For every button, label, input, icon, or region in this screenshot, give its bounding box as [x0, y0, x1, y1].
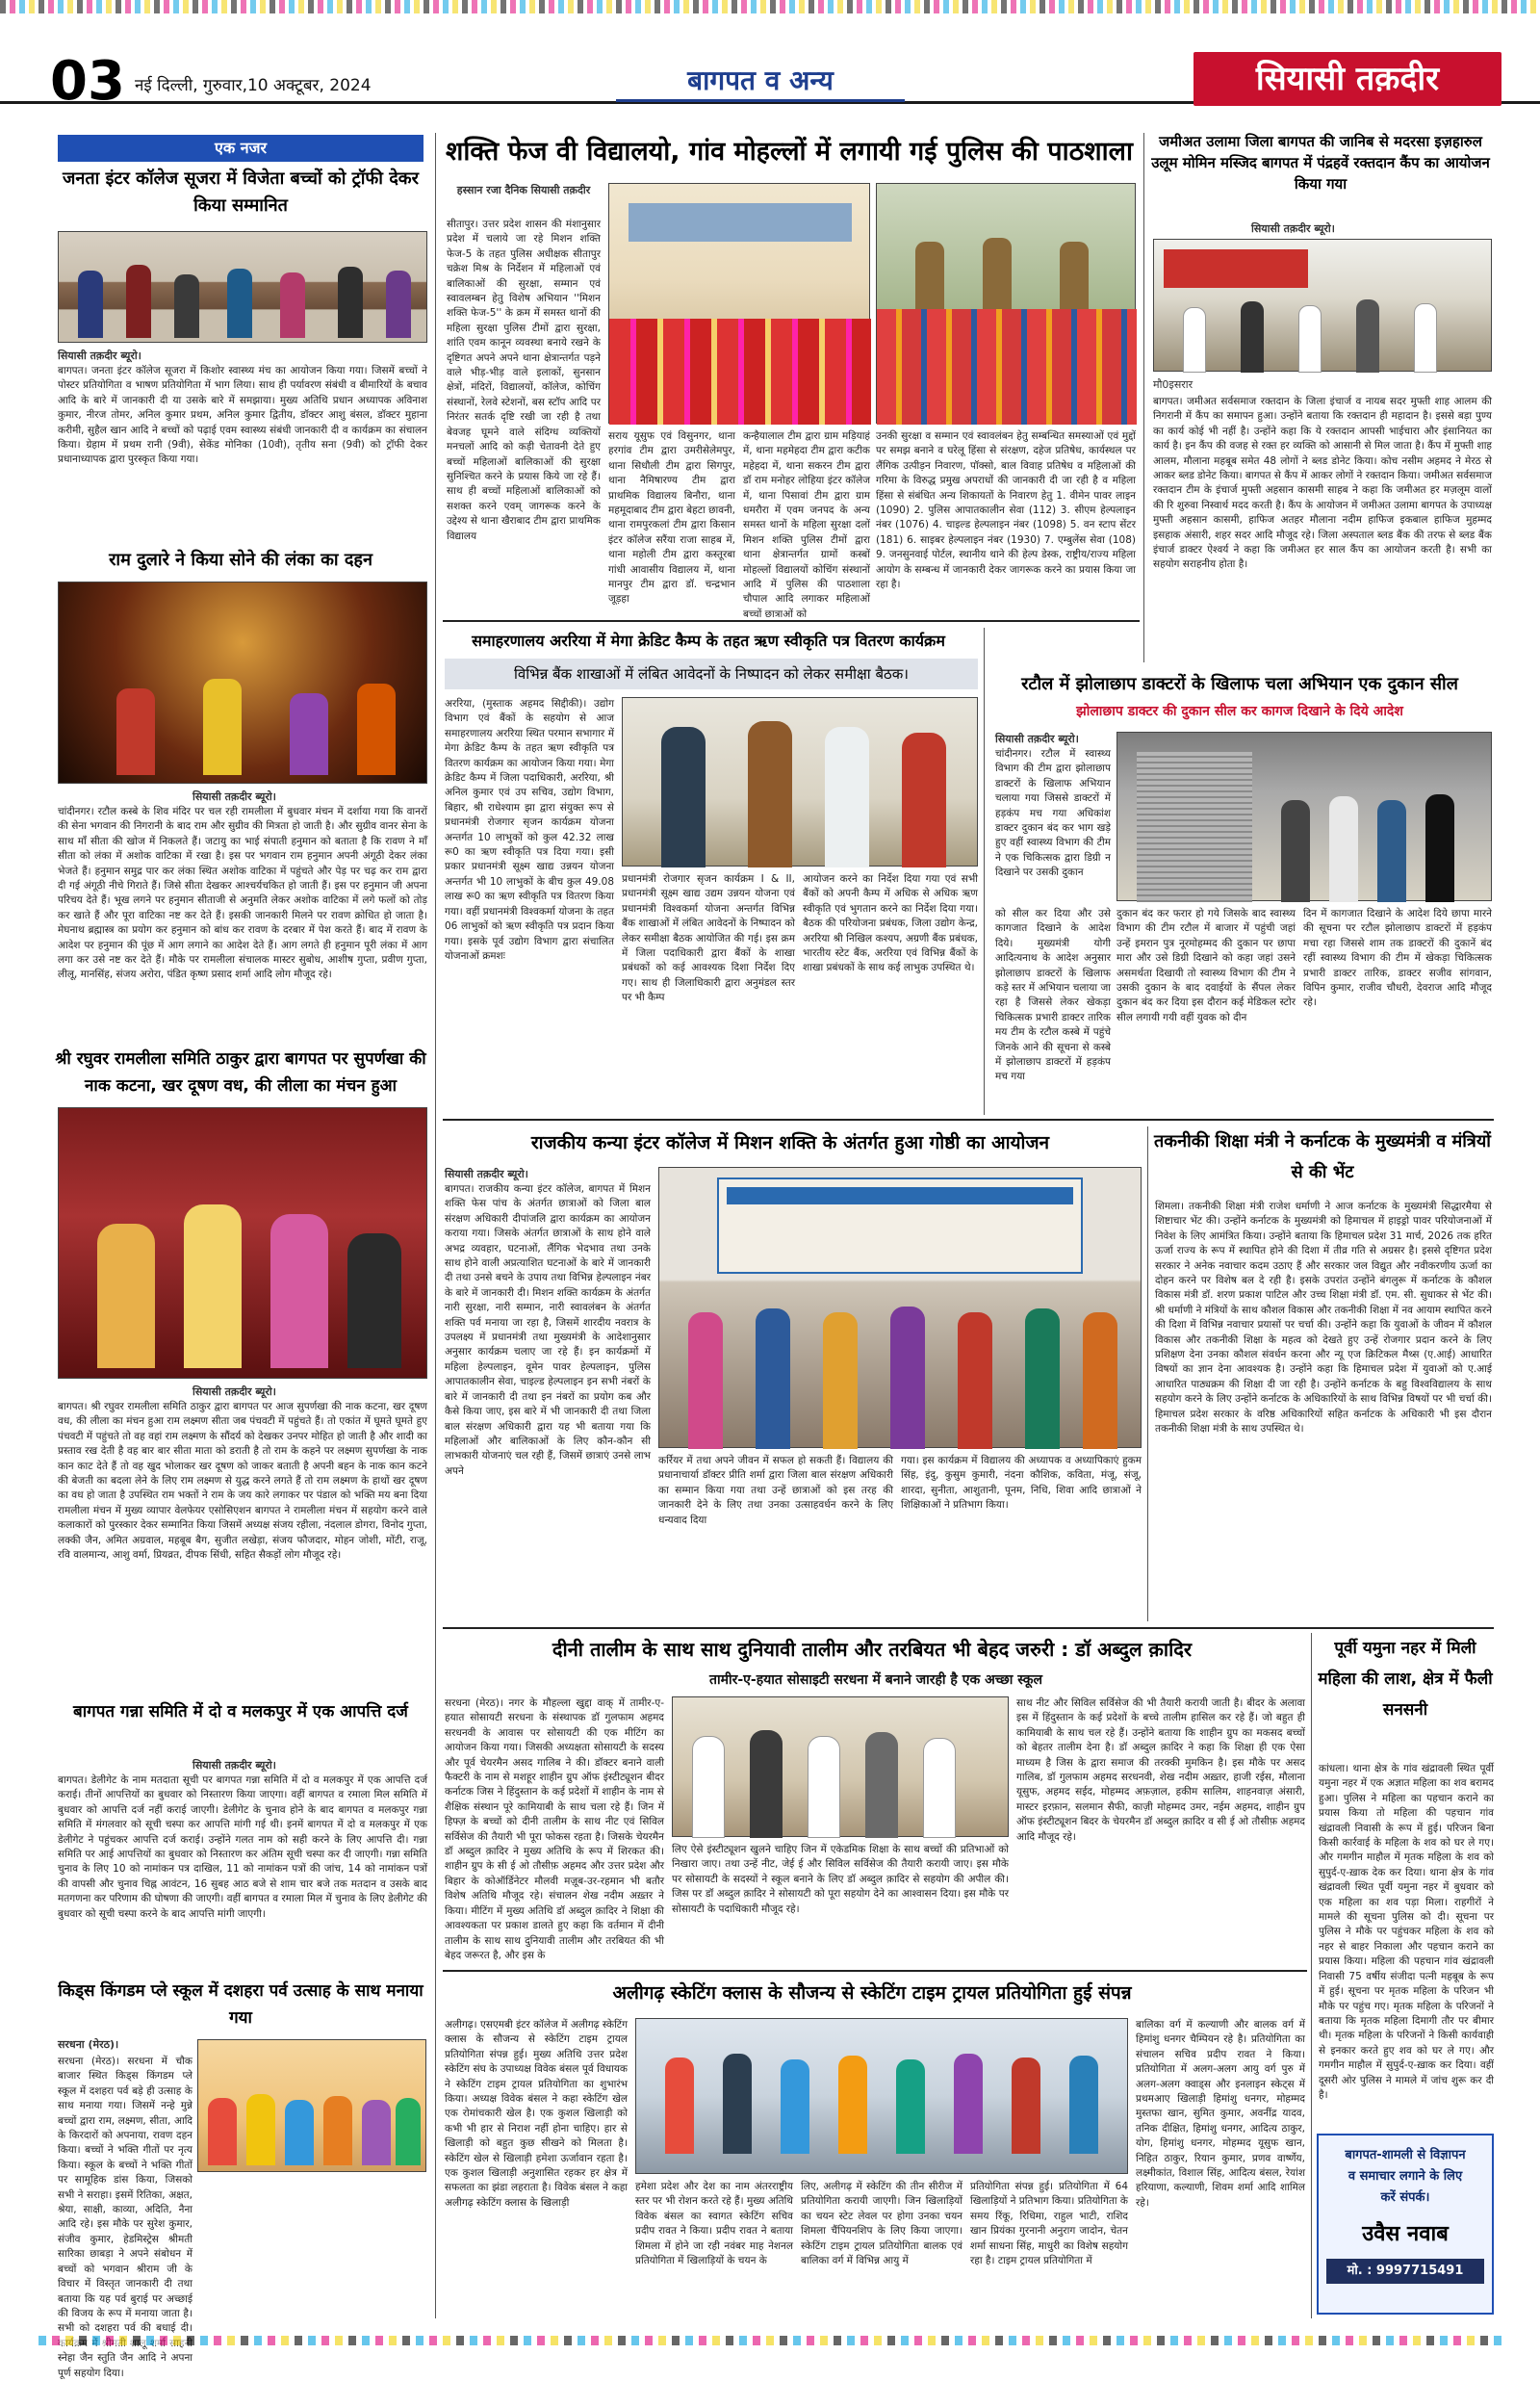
photo-deeni-meeting [672, 1696, 1009, 1837]
photo-credit-camp [622, 697, 978, 867]
ad-name: उवैस नवाब [1362, 2222, 1449, 2246]
deeni-subhead: तामीर-ए-हयात सोसाइटी सरधना में बनाने जारही है एक अच्छा स्कूल [709, 1672, 1042, 1688]
rajkiya-headline: राजकीय कन्या इंटर कॉलेज में मिशन शक्ति के अंतर्गत हुआ गोष्ठी का आयोजन [530, 1132, 1050, 1153]
ratoul-body-4: दिन में कागजात दिखाने के आदेश दिये छापा मारने की सूचना पर रटौल झोलाछाप डाक्टरों में हड़कंप मचा रहा जिससे शाम तक डाक्टरों की दुकानें बंद रहीं स्वास्थ्य विभाग की टीम में खेकड़ा चिकित्सक प्रभारी डाक्टर तारिक, डाक्टर सजीव सांगवान, विपिन कुमार, राजीव चौधरी, देवराज आदि मौजूद रहे। [1303, 908, 1492, 1009]
headline-ganna-samiti: बागपत गन्ना समिति में दो व मलकपुर में एक आपत्ति दर्ज [73, 1702, 408, 1721]
photo-kids-dussehra [197, 2039, 426, 2172]
column-rule-purvi [1311, 1633, 1312, 2318]
body-kids-kingdom: सरधना (मेरठ)। सरधना में चौक बाजार स्थित किड्स किंगडम प्ले स्कूल में दशहरा पर्व बड़े ही उत्साह के साथ मनाया गया। जिसमें नन्हे मुन्ने बच्चों द्वारा राम, लक्ष्मण, सीता, आदि के किरदारों को अपनाया, रावण दहन किया। बच्चों ने भक्ति गीतों पर नृत्य किया। स्कूल के बच्चों ने भक्ति गीतों पर सामूहिक डांस किया, जिसको सभी ने सराहा। इसमें रितिका, अक्षत, श्रेया, साक्षी, काव्या, अदिति, नैना आदि रहे। इस मौके पर सुरेश कुमार, संजीव कुमार, हेडमिस्ट्रेस श्रीमती सारिका छाबड़ा ने अपने संबोधन में बच्चों को भगवान श्रीराम जी के विचार में विस्तृत जानकारी दी तथा बताया कि यह पर्व बुराई पर अच्छाई की विजय के रूप में मनाया जाता है। सभी को दशहरा पर्व की बधाई दी। स्नेहा जैन स्तुति जैन आदि ने अपना पूर्ण सहयोग दिया। [58, 2056, 192, 2379]
photo-surpanakha [58, 1107, 427, 1379]
credit-body-2: प्रधानमंत्री रोजगार सृजन कार्यक्रम I & II, प्रधानमंत्री सूक्ष्म खाद्य उद्यम उन्नयन योजना एवं प्रधानमंत्री विश्वकर्मा योजना अन्तर्गत विभिन्न बैंक शाखाओं में लंबित आवेदनों के निष्पादन को लेकर समीक्षा बैठक आयोजित की गई। इस क्रम में जिला पदाधिकारी द्वारा बैंकों के शाखा प्रबंधकों को कई आवश्यक दिशा निर्देश दिए गए। साथ ही जिलाधिकारी द्वारा अनुमंडल स्तर पर भी कैम्प [622, 873, 795, 1004]
byline-ram-dulare: सियासी तक़दीर ब्यूरो। [192, 790, 276, 803]
lead-headline: शक्ति फेज वी विद्यालयो, गांव मोहल्लों में लगायी गई पुलिस की पाठशाला [446, 137, 1133, 167]
ratoul-byline: सियासी तक़दीर ब्यूरो। [995, 733, 1079, 745]
aligarh-body-1: अलीगढ़। एसएमबी इंटर कॉलेज में अलीगढ़ स्केटिंग क्लास के सौजन्य से स्केटिंग टाइम ट्रायल प्रतियोगिता संपन्न हुई। मुख्य अतिथि उत्तर प्रदेश स्केटिंग संघ के उपाध्यक्ष विवेक बंसल पूर्व विधायक ने स्केटिंग टाइम ट्रायल प्रतियोगिता का शुभारंभ किया। अध्यक्ष विवेक बंसल ने कहा स्केटिंग खेल एक रोमांचकारी खेल है। एक कुशल खिलाड़ी को कभी भी हार से निराश नहीं होना चाहिए। हार से खिलाड़ी को बहुत कुछ सीखने को मिलता है। स्केटिंग खेल से खिलाड़ी हमेशा ऊर्जावान रहता है। एक कुशल खिलाड़ी अनुशासित रहकर हर क्षेत्र में सफलता का झंडा लहराता है। विवेक बंसल ने कहा अलीगढ़ स्केटिंग क्लास के खिलाड़ी [445, 2019, 628, 2209]
lead-body-4: उनकी सुरक्षा व सम्मान एवं स्वावलंबन हेतु सम्बन्धित समस्याओं एवं मुद्दों पर समझ बनाने व घरेलू हिंसा से संरक्षण, दहेज प्रतिषेध, कार्यस्थल पर लैंगिक उत्पीड़न निवारण, पॉक्सो, बाल विवाह प्रतिषेध व महिलाओं की गरिमा के विरुद्ध प्रमुख अपराधों की जानकारी दी जा रही है व महिला हिंसा से संबंधित अन्य शिकायतों के निवारण हेतु 1. वीमेन पावर लाइन (1090) 2. पुलिस आपातकालीन सेवा (112) 3. सीएम हेल्पलाइन नंबर (1076) 4. चाइल्ड हेल्पलाइन नंबर (1098) 5. वन स्टाप सेंटर (181) 6. साइबर हेल्पलाइन नंबर (1930) 7. एम्बुलेंस सेवा (108) 9. जनसुनवाई पोर्टल, स्थानीय थाने की हेल्प डेस्क, राष्ट्रीय/राज्य महिला आयोग के सम्बन्ध में जानकारी देकर जागरूक करने का प्रयास किया जा रहा है। [876, 430, 1136, 591]
credit-headline: समाहरणालय अररिया में मेगा क्रेडिट कैम्प के तहत ऋण स्वीकृति पत्र वितरण कार्यक्रम [472, 632, 945, 650]
lead-byline: हस्सान रजा दैनिक सियासी तक़दीर [456, 184, 591, 196]
photo-police-pathshala-2 [876, 183, 1136, 424]
brand-logo: सियासी तक़दीर [1194, 52, 1502, 106]
section-title: बागपत व अन्य [616, 62, 905, 102]
ratoul-headline: रटौल में झोलाछाप डाक्टरों के खिलाफ चला अभियान एक दुकान सील [1021, 674, 1458, 694]
aligarh-body-4: प्रतियोगिता संपन्न हुई। प्रतियोगिता में 64 खिलाड़ियों ने प्रतिभाग किया। प्रतियोगिता के समय रिंकू, रिधिमा, राहुल भाटी, राशिद खान प्रियंका गुरनानी अनुराग जादोन, चेतन शर्मा साधना सिंह, माधुरी का विशेष सहयोग रहा है। टाइम ट्रायल प्रतियोगिता में [970, 2181, 1128, 2267]
column-rule-left [435, 133, 436, 2318]
purvi-body: कांधला। थाना क्षेत्र के गांव खंद्रावली स्थित पूर्वी यमुना नहर में एक अज्ञात महिला का शव बरामद हुआ। पुलिस ने महिला का पहचान कराने का प्रयास किया तो महिला की पहचान गांव खंद्रावली निवासी के रूप में हुई। परिजन बिना किसी कार्रवाई के महिला के शव को घर ले गए। और गमगीन माहौल में मृतक महिला के शव को सुपुर्द-ए-ख़ाक देक कर दिया। थाना क्षेत्र के गांव खंद्रावली स्थित पूर्वी यमुना नहर में बुधवार को एक महिला का शव पड़ा मिला। राहगीरों ने मामले की सूचना पुलिस को दी। सूचना पर पुलिस ने मौके पर पहुंचकर महिला के शव को नहर से बाहर निकाला और पहचान कराने का प्रयास किया। महिला की पहचान गांव खंद्रावली निवासी 75 वर्षीय संजीदा पत्नी महबूब के रूप में हुई। सूचना पर मृतक महिला के परिजन भी मौके पर पहुंच गए। मृतक महिला के परिजनों ने बताया कि मृतक महिला दिमागी तौर पर बीमार थी। मृतक महिला के परिजनों ने किसी कार्यवाही से इनकार करते हुए शव को घर ले गए। और गमगीन माहौल में सुपुर्द-ए-ख़ाक कर दिया। वहीं दूसरी ओर पुलिस ने मामले में जांच शुरू कर दी है। [1319, 1763, 1494, 2101]
body-janta: बागपत। जनता इंटर कॉलेज सूजरा में किशोर स्वास्थ्य मंच का आयोजन किया गया। जिसमें बच्चों ने पोस्टर प्रतियोगिता व भाषण प्रतियोगिता में भाग लिया। साथ ही पर्यावरण संबंधी व बीमारियों के बचाव आदि के बारे में जानकारी दी या उसके बारे में समझाया। मुख्य अतिथि प्रधान अध्यापक अविनाश कुमार, नीरज तोमर, अनिल कुमार प्रथम, अनिल कुमार द्वितीय, डॉक्टर आशु बंसल, डॉक्टर मुहाना करीमी, सुहैल खान आदि ने बच्चों को पढ़ाई एवम स्वास्थ्य संबंधी जानकारी दी व कार्यक्रम का संचालन किया। ग्रेहाम में प्रथम रानी (9वी), सेकेंड मोनिका (10वी), तृतीय सना (9वी) को ट्रॉफी देकर प्रधानाध्यापक द्वारा पुरस्कृत किया गया। [58, 365, 427, 466]
rajkiya-body-2: कर्रियर में तथा अपने जीवन में सफल हो सकती हैं। विद्यालय की प्रधानाचार्या डॉक्टर प्रीति शर्मा द्वारा जिला बाल संरक्षण अधिकारी का सम्मान किया गया तथा उन्हें छात्राओं को इस तरह की जानकारी देने के लिए तथा उनका उत्साहवर्धन करने के लिए धन्यवाद दिया [658, 1455, 893, 1526]
jamiat-byline: सियासी तक़दीर ब्यूरो। [1251, 222, 1335, 235]
ad-line-1: बागपत-शामली से विज्ञापन [1345, 2148, 1466, 2162]
ad-line-2: व समाचार लगाने के लिए [1348, 2169, 1463, 2184]
jamiat-caption: मौ0इसरार [1153, 378, 1194, 391]
credit-body-3: आयोजन करने का निर्देश दिया गया एवं सभी बैंकों को अपनी कैम्प में अधिक से अधिक ऋण स्वीकृति एवं भुगतान करने का निर्देश दिया गया। बैठक की परियोजना प्रबंधक, जिला उद्योग केन्द्र, अररिया श्री निखिल कश्यप, अग्रणी बैंक प्रबंधक, भारतीय स्टेट बैंक, अररिया एवं विभिन्न बैंकों के शाखा प्रबंधकों के साथ कई लाभुक उपस्थित थे। [803, 873, 978, 974]
photo-trophy-ceremony [58, 231, 427, 343]
date-line: नई दिल्ली, गुरुवार,10 अक्टूबर, 2024 [135, 76, 372, 95]
deeni-body-3: साथ नीट और सिविल सर्विसेज की भी तैयारी करायी जाती है। बीदर के अलावा इस में हिंदुस्तान के कई प्रदेशों के बच्चे तालीम हासिल कर रहे हैं। जो बहुत ही कामियाबी के साथ चल रहे हैं। उन्होंने बताया कि शाहीन ग्रुप का मकसद बच्चों को बेहतर तालीम देना है। डॉ अब्दुल क़ादिर ने कहा कि शिक्षा ही एक ऐसा माध्यम है जिस के द्वारा समाज की तरक्की मुमकिन है। इस मौके पर असद गालिब, डॉ गुलफाम अहमद सरधनवी, शेख नदीम अख़्तर, हाजी रईस, मौलाना यूसुफ, अहमद सईद, मोहम्मद अफ़ज़ाल, हकीम सालिम, शाहनवाज़ अंसारी, मास्टर इरफ़ान, सलमान सैफी, काज़ी मोहम्मद उमर, नईम अहमद, शाहीन ग्रुप ऑफ इंस्टीट्यूशन बिदर के चेयरमैन डॉ अब्दुल क़ादिर व सी ई ओ तौसीफ़ अहमद आदि मौजूद रहे। [1016, 1697, 1305, 1843]
page-number: 03 [50, 50, 125, 113]
photo-lanka-dahan [58, 582, 427, 784]
aligarh-body-2: हमेशा प्रदेश और देश का नाम अंतरराष्ट्रीय स्तर पर भी रोशन करते रहे हैं। मुख्य अतिथि विवेक बंसल का स्वागत स्केटिंग सचिव प्रदीप रावत ने किया। प्रदीप रावत ने बताया शिमला में होने जा रही नवंबर माह नेशनल प्रतियोगिता में खिलाड़ियों के चयन के [635, 2181, 793, 2267]
ratoul-body-1: चांदीनगर। रटौल में स्वास्थ्य विभाग की टीम द्वारा झोलाछाप डाक्टरों के खिलाफ अभियान चलाया गया जिससे डाक्टरों में हड़कंप मच गया अधिकांश डाक्टर दुकान बंद कर भाग खड़े हुए वहीं स्वास्थ्य विभाग की टीम ने एक चिकित्सक द्वारा डिग्री न दिखाने पर उसकी दुकान [995, 748, 1111, 879]
masthead [0, 0, 1540, 113]
rajkiya-body-1: बागपत। राजकीय कन्या इंटर कॉलेज, बागपत में मिशन शक्ति फेस पांच के अंतर्गत छात्राओं को जिला बाल संरक्षण अधिकारी दीपांजलि द्वारा कार्यक्रम का आयोजन कराया गया। जिसके अंतर्गत छात्राओं के साथ होने वाले अभद्र व्यवहार, घटनाओं, लैंगिक भेदभाव तथा उनके साथ होने वाली अप्रत्याशित घटनाओं के बारे में जानकारी दी तथा उनसे बचने के उपाय तथा विभिन्न हेल्पलाइन नंबर के बारे में जानकारी दी। मिशन शक्ति कार्यक्रम के अंतर्गत नारी सुरक्षा, नारी सम्मान, नारी स्वावलंबन के अंतर्गत शक्ति पर्व मनाया जा रहा है, जिसमें शारदीय नवरात्र के उपलक्ष्य में प्रधानमंत्री तथा मुख्यमंत्री के आदेशानुसार अनुसार कार्यक्रम चलाए जा रहे हैं। इन कार्यक्रमों में महिला हेल्पलाइन, वूमेन पावर हेल्पलाइन, पुलिस आपातकालीन सेवा, चाइल्ड हेल्पलाइन इन सभी नंबरों के बारे में जानकारी दी तथा इन नंबरों का प्रयोग कब और कैसे किया जाए, इस बारे में भी जानकारी दी तथा जिला बाल संरक्षण अधिकारी द्वारा यह भी बताया गया कि महिलाओं और बालिकाओं के लिए कौन-कौन सी लाभकारी योजनाएं चल रही हैं, जिसमें छात्राएं उनसे लाभ अपने [445, 1183, 651, 1477]
photo-skating [635, 2018, 1128, 2174]
ad-line-3: करें संपर्क। [1380, 2190, 1430, 2205]
byline-raghuvar: सियासी तक़दीर ब्यूरो। [192, 1385, 276, 1398]
byline-kids-kingdom: सरधना (मेरठ)। [58, 2038, 119, 2051]
photo-blood-donation [1153, 239, 1492, 372]
credit-body-1: अररिया, (मुस्ताक अहमद सिद्दीकी)। उद्योग विभाग एवं बैंकों के सहयोग से आज समाहरणालय अररिया स्थित परमान सभागार में मेगा क्रेडिट कैम्प के तहत ऋण स्वीकृति पत्र वितरण कार्यक्रम का आयोजन किया गया। मेगा क्रेडिट कैम्प में जिला पदाधिकारी, अररिया, श्री अनिल कुमार एवं उप सचिव, उद्योग विभाग, बिहार, श्री राधेश्याम झा द्वारा संयुक्त रूप से प्रधानमंत्री रोजगार सृजन कार्यक्रम योजना अन्तर्गत 10 लाभुकों को कुल 42.32 लाख रू0 का ऋण स्वीकृति पत्र दिया गया। इसी प्रकार प्रधानमंत्री सूक्ष्म खाद्य उन्नयन योजना अन्तर्गत भी 10 लाभुकों के बीच कुल 49.08 लाख रू0 का ऋण स्वीकृति पत्र वितरण किया गया। वहीं प्रधानमंत्री विश्वकर्मा योजना के तहत 06 लाभुकों को ऋण स्वीकृति पत्र प्रदान किया गया। इसके पूर्व उद्योग विभाग द्वारा संचालित योजनाओं क्रमशः [445, 698, 614, 962]
deeni-body-1: सरधना (मेरठ)। नगर के मौहल्ला खुद्दा वाक् में तामीर-ए-हयात सोसायटी सरधना के संस्थापक डॉ गुलफाम अहमद सरधनवी के आवास पर सोसायटी की एक मीटिंग का आयोजन किया गया। जिसकी अध्यक्षता सोसायटी के सदस्य और पूर्व चेयरमैन असद गालिब ने की। डॉक्टर बनाने वाली फैक्टरी के नाम से मशहूर शाहीन ग्रुप ऑफ इंस्टीट्यूशन बीदर कर्नाटक जिस ने हिंदुस्तान के कई प्रदेशों में शाहीन के नाम से शैक्षिक संस्थान पूरे कामियाबी के साथ चला रहे हैं। जिन में हिफ्ज़ के बच्चों को दीनी तालीम के साथ नीट एवं सिविल सर्विसेज की तैयारी भी पूरा फोकस रहता है। जिसके चेयरमैन डॉ अब्दुल क़ादिर ने मुख्य अतिथि के रूप में शिरकत की। शाहीन ग्रुप के सी ई ओ तौसीफ़ अहमद और उत्तर प्रदेश और बिहार के कोऑर्डिनेटर मौलवी मज़ूब-उर-रहमान भी बतौर विशेष अतिथि मौजूद रहे। संचालन शेख नदीम अख़्तर ने किया। मीटिंग में मुख्य अतिथि डॉ अब्दुल क़ादिर ने शिक्षा की आवश्यकता पर प्रकाश डालते हुए कहा कि वर्तमान में दीनी तालीम के साथ साथ दुनियावी तालीम और तरबियत की भी बेहद जरूरत है, और इस के [445, 1697, 664, 1961]
photo-mission-shakti [658, 1167, 1142, 1448]
credit-subhead: विभिन्न बैंक शाखाओं में लंबित आवेदनों के निष्पादन को लेकर समीक्षा बैठक। [445, 659, 978, 689]
karnataka-body: शिमला। तकनीकी शिक्षा मंत्री राजेश धर्माणी ने आज कर्नाटक के मुख्यमंत्री सिद्धारमैया से शिष्टाचार भेंट की। उन्होंने कर्नाटक के मुख्यमंत्री को हिमाचल में हाइड्रो पावर परियोजनाओं में निवेश के लिए आमंत्रित किया। उन्होंने बताया कि हिमाचल प्रदेश 31 मार्च, 2026 तक हरित ऊर्जा राज्य के रूप में स्थापित होने की दिशा में तीव्र गति से अग्रसर है। इससे दृष्टिगत प्रदेश सरकार ने अनेक नवाचार कदम उठाए हैं और सरकार जल विद्युत और नवीकरणीय ऊर्जा का दोहन करने पर विशेष बल दे रही है। इसके उपरांत उन्होंने बंगलुरू में कर्नाटक के कौशल विकास मंत्री डॉ. शरण प्रकाश पाटिल और उच्च शिक्षा मंत्री डॉ. एम. सी. सुधाकर से भेंट की। श्री धर्माणी ने मंत्रियों के साथ कौशल विकास और तकनीकी शिक्षा में नव आयाम स्थापित करने की दिशा में विभिन्न नवाचार प्रयासों पर चर्चा की। उन्होंने कहा कि युवाओं के जीवन में कौशल विकास और तकनीकी शिक्षा के महत्व को देखते हुए उन्हें रोजगार प्रदान करने के लिए प्रशिक्षण देना उनका कौशल संवर्धन करना और न्यू एज क्रिटिकल मैथ्स (ए.आई) आधारित विषयों का ज्ञान देना आवश्यक है। उन्होंने कहा कि हिमाचल प्रदेश में युवाओं को ए.आई आधारित पाठ्यक्रम की शिक्षा दी जा रही है। उन्होंने कर्नाटक के बहु विश्वविद्यालय के साथ सहयोग करने के लिए उन्होंने कर्नाटक के अधिकारियों के साथ विभिन्न विषयों पर भी चर्चा की। हिमाचल प्रदेश सरकार के वरिष्ठ अधिकारियों सहित कर्नाटक के अधिकारी भी इस दौरान तकनीकी शिक्षा मंत्री के साथ उपस्थित थे। [1155, 1201, 1492, 1436]
lead-body-3: कन्हैयालाल टीम द्वारा ग्राम मड़ियाहं में, थाना महमेहदा टीम द्वारा कटीक महेहदा में, थाना सकरन टीम द्वारा डॉ राम मनोहर लोहिया इंटर कॉलेज में, थाना पिसावां टीम द्वारा ग्राम धमरौरा में एवम जनपद के अन्य समस्त थानों के महिला सुरक्षा दलों मिशन शक्ति पुलिस टीमों द्वारा थाना क्षेत्रान्तर्गत ग्रामों कस्बों मोहल्लों विद्यालयों कोचिंग संस्थानों आदि में पुलिस की पाठशाला चौपाल आदि लगाकर महिलाओं बच्चों छात्राओं को [743, 430, 870, 620]
byline-ganna: सियासी तक़दीर ब्यूरो। [192, 1759, 276, 1772]
karnataka-headline: तकनीकी शिक्षा मंत्री ने कर्नाटक के मुख्यमंत्री व मंत्रियों से की भेंट [1154, 1131, 1491, 1182]
rule-above-aligarh [443, 1970, 1307, 1972]
rule-below-lead [443, 620, 1140, 622]
rule-above-deeni [443, 1627, 1494, 1629]
top-registration-strip [0, 0, 1540, 13]
photo-police-pathshala-1 [608, 183, 870, 424]
deeni-headline: दीनी तालीम के साथ साथ दुनियावी तालीम और तरबियत भी बेहद जरुरी : डॉ अब्दुल क़ादिर [552, 1638, 1193, 1661]
headline-raghuvar-ramlila: श्री रघुवर रामलीला समिति ठाकुर द्वारा बागपत पर सुपर्णखा की नाक कटना, खर दूषण वध, की लीला का मंचन हुआ [55, 1049, 426, 1096]
ad-phone: मो. : 9997715491 [1326, 2259, 1484, 2284]
rajkiya-byline: सियासी तक़दीर ब्यूरो। [445, 1168, 528, 1180]
body-kids-kingdom-cont [58, 2178, 427, 2322]
column-rule-karnataka [1147, 1126, 1148, 1621]
body-ganna: बागपत। डेलीगेट के नाम मतदाता सूची पर बागपत गन्ना समिति में दो व मलकपुर में एक आपत्ति दर्ज कराई। तीनों आपत्तियों का बुधवार को निस्तारण किया जाएगा। वहीं बागपत व रमाला मिल समिति में बुधवार को आपत्ति दर्ज नहीं कराई जाएगी। डेलीगेट के चुनाव होने के बाद बागपत व मलकपुर गन्ना समिति में मंगलवार को सूची चस्पा कर आपत्ति मांगी गई थी। इनमें बागपत में दो व मलकपुर में एक डेलीगेट ने पहुंचकर आपत्ति दर्ज कराई। उन्होंने गलत नाम को सही करने के लिए आपत्ति दी। गन्ना समिति पर आई आपत्तियों का बुधवार को निस्तारण कर अंतिम सूची चस्पा कर दी जाएगी। गन्ना समिति चुनाव के लिए 10 को नामांकन पत्र दाखिल, 11 को नामांकन पत्रों की जांच, 14 को नामांकन पत्रों की वापसी और चुनाव चिह्न आवंटन, 16 सुबह आठ बजे से शाम चार बजे तक मतदान व उसके बाद मतगणना कर परिणाम की घोषणा की जाएगी। वहीं बागपत व रमाला मिल में चुनाव के लिए डेलीगेट की बुधवार को सूची चस्पा करने के बाद आपत्ति मांगी जाएगी। [58, 1774, 427, 1920]
aligarh-headline: अलीगढ़ स्केटिंग क्लास के सौजन्य से स्केटिंग टाइम ट्रायल प्रतियोगिता हुई संपन्न [612, 1982, 1132, 2004]
ratoul-subhead: झोलाछाप डाक्टर की दुकान सील कर कागज दिखाने के दिये आदेश [1076, 704, 1403, 719]
rule-above-rajkiya [443, 1119, 1494, 1121]
column-rule-right-top [1143, 133, 1144, 662]
jamiat-body: बागपत। जमीअत सर्वसमाज रक्तदान के जिला इंचार्ज व नायब सदर मुफ्ती शाह आलम की निगरानी में कैंप का समापन हुआ। उन्होंने बताया कि रक्तदान ही महादान है। इससे बड़ा पुण्य का कार्य कोई भी नहीं है। उन्होंने कहा कि ये रक्तदान आपसी भाईचारा और इंसानियत का कार्य है। इन कैंप की वजह से रक्त हर व्यक्ति को आसानी से मिल जाता है। कैंप में मुफ्ती शाह आलम, मौलाना महबूब समेत 48 लोगों ने ब्लड डोनेट किया। कोच नसीम अहमद ने मेरठ से आकर ब्लड डोनेट किया। बागपत से कैंप में आकर लोगों ने रक्तदान किया। जमीअत सर्वसमाज रक्तदान टीम के इंचार्ज मुफ्ती अहसान कासमी साहब ने कहा कि जमीअत हर मज़लूम वालों की रि शुरुवा निस्वार्थ मदद करती है। कैंप के आयोजन में जमीअत उलामा बागपत के उपाध्यक्ष मुफ्ती अहसान कासमी, हाफिज अतहर मौलाना नदीम हाफिज इकबाल हाफिज मुहम्मद इसहाक अंसारी, शहर सदर आदि मौजूद रहे। जिला अस्पताल ब्लड बैंक की तरफ से ब्लड बैंक इंचार्ज डाक्टर ऐश्वर्य ने कहा कि जमीअत हर साल कैंप का आयोजन करती है। सभी का सहयोग सराहनीय होता है। [1153, 396, 1492, 571]
lead-body-2: सराय यूसुफ एवं विसुनगर, थाना हरगांव टीम द्वारा उमरीसेलेमपुर, थाना सिधौली टीम द्वारा सिगपुर, थाना नैमिषारण्य टीम द्वारा प्राथमिक विद्यालय बिनौरा, थाना महमूदाबाद टीम द्वारा बेहटा छावनी, थाना रामपुरकलां टीम द्वारा किसान इंटर कॉलेज सरैंया राजा साहब में, थाना महोली टीम द्वारा कस्तूरबा गांधी आवासीय विद्यालय में, थाना मानपुर टीम द्वारा डॉ. चन्द्रभान जूड़हा [608, 430, 735, 606]
headline-ram-dulare: राम दुलारे ने किया सोने की लंका का दहन [109, 550, 372, 570]
ratoul-body-2: को सील कर दिया और उसे कागजात दिखाने के आदेश दिये। मुख्यमंत्री योगी आदित्यनाथ के आदेश अनुसार झोलाछाप डाक्टरों के खिलाफ कड़े स्तर में अभियान चलाया जा रहा है जिससे लेकर खेकड़ा चिकित्सक प्रभारी डाक्टर तारिक मय टीम के रटौल कस्बे में पहुंचे जिनके आने की सूचना से कस्बे में झोलाछाप डाक्टरों में हड़कंप मच गया [995, 908, 1111, 1083]
bottom-registration-strip [0, 2328, 1540, 2355]
advertisement-box [1317, 2134, 1494, 2315]
aligarh-body-3: लिए, अलीगढ़ में स्केटिंग की तीन सीरीज में प्रतियोगिता करायी जाएगी। जिन खिलाड़ियों का चयन स्टेट लेवल पर होगा उनका चयन शिमला चैंपियनशिप के लिए किया जाएगा। स्केटिंग टाइम ट्रायल प्रतियोगिता बालक एवं बालिका वर्ग में विभिन्न आयु में [801, 2181, 962, 2267]
column-rule-mid [984, 628, 985, 1115]
ratoul-body-3: दुकान बंद कर फरार हो गये जिसके बाद स्वास्थ्य विभाग की टीम रटौल में बाजार में पहुंची जहां उन्हें इमरान पुत्र नूरमोहम्मद की दुकान पर छापा मारा और उसे डिग्री दिखाने को कहा जहां उसने असमर्थता दिखायी तो स्वास्थ्य विभाग की टीम ने उसकी दुकान के बाद दवाईयों के सैंपल लेकर दुकान बंद कर दिया इस दौरान कई मेडिकल स्टोर सील लगायी गयी वहीं युवक को दीन [1116, 908, 1296, 1023]
purvi-headline: पूर्वी यमुना नहर में मिली महिला की लाश, क्षेत्र में फैली सनसनी [1318, 1639, 1493, 1720]
headline-janta-college: जनता इंटर कॉलेज सूजरा में विजेता बच्चों को ट्रॉफी देकर किया सम्मानित [63, 168, 419, 216]
body-ram-dulare: चांदीनगर। रटौल कस्बे के शिव मंदिर पर चल रही रामलीला में बुधवार मंचन में दर्शाया गया कि वानरों की सेना भगवान की निगरानी के बाद राम और सुग्रीव की मित्रता हो जाती है। और सुग्रीव वानर सेना के साथ माँ सीता की खोज में निकलते हैं। जटायु का भाई संपाती हनुमान को बताता है कि रावण ने माँ सीता को लंका में अशोक वाटिका में रखा है। इस पर भगवान राम हनुमान अपनी अंगूठी देकर लंका भेजते हैं। हनुमान समुद्र पार कर लंका स्थित अशोक वाटिका में पहुंचते और पेड़ पर चढ़ कर राम द्वारा दी गई अंगूठी नीचे गिराते हैं। जिसे सीता देखकर आश्चर्यचकित हो जाती हैं। इस पर हनुमान जी अपना परिचय देते हैं। भूख लगने पर हनुमान सीताजी से अनुमति लेकर अशोक वाटिका में लगे फलों को तोड़ कर खाते हैं और पूरा वाटिका नष्ट कर देते हैं। इसकी जानकारी मिलने पर रावण क्रोधित हो जाता है। मेघनाथ ब्रह्मास्त्र का प्रयोग कर हनुमान को बांध कर रावण के दरबार में पेश करते हैं। बाद में रावण के आदेश पर हनुमान की पूंछ में आग लगाने का आदेश देते हैं। आग लगते ही हनुमान पूरी लंका में आग लगा कर उसे नष्ट कर देते हैं। मौके पर रामलीला संचालक मास्टर सुबोध, आशीष गुप्ता, प्रवीण गुप्ता, लीलू, मानसिंह, संजय अरोरा, पंडित कृष्ण प्रसाद शर्मा आदि लोग मौजूद रहे। [58, 806, 427, 981]
ek-nazar-tag: एक नजर [58, 135, 424, 162]
aligarh-body-5: बालिका वर्ग में कल्याणी और बालक वर्ग में हिमांशु धनगर चैम्पियन रहे है। प्रतियोगिता का संचालन सचिव प्रदीप रावत ने किया। प्रतियोगिता में अलग-अलग आयु वर्ग पुरु में अलग-अलग क्वाड्स और इनलाइन स्केट्स में प्रथमआए खिलाड़ी हिमांशु धनगर, मोहम्मद मुस्तफा खान, सुमित कुमार, अवनींद्र यादव, तनिक दीक्षित, हिमांशु धनगर, आदित्य ठाकुर, योग, हिमांशु धनगर, मोहम्मद यूसुफ खान, निहित ठाकुर, रियान कुमार, प्रणव वार्ष्णेय, लक्ष्मीकांत, विशाल सिंह, आदित्य बंसल, रेयांश हरियाणा, कल्याणी, शिवम शर्मा आदि शामिल रहे। [1136, 2019, 1305, 2209]
rajkiya-body-3: गया। इस कार्यक्रम में विद्यालय की अध्यापक व अध्यापिकाएं हुकम सिंह, इंदु, कुसुम कुमारी, नंदना कौशिक, कविता, मंजू, संजू, शारदा, सुनीता, आशुतानी, पूनम, निधि, शिवा आदि छात्राओं ने शिक्षिकाओं ने प्रतिभाग किया। [901, 1455, 1142, 1512]
lead-body-1: सीतापुर। उत्तर प्रदेश शासन की मंशानुसार प्रदेश में चलाये जा रहे मिशन शक्ति फेज-5 के तहत पुलिस अधीक्षक सीतापुर चक्रेश मिश्र के निर्देशन में महिलाओं एवं बालिकाओं की सुरक्षा, सम्मान एवं स्वावलम्बन हेतु विशेष अभियान ''मिशन शक्ति फेज-5'' के क्रम में समस्त थानों की महिला सुरक्षा पुलिस टीमों द्वारा सुरक्षा, शांति एवम कानून व्यवस्था बनाये रखने के दृष्टिगत अपने अपने थाना क्षेत्रान्तर्गत पड़ने वाले भीड़-भीड़ वाले इलाकों, सुनसान क्षेत्रों, मंदिरों, विद्यालयों, कॉलेज, कोचिंग संस्थानों, रेलवे स्टेशनों, बस स्टॉप आदि पर निरंतर सतर्क दृष्टि रखी जा रही है तथा बेवजह घूमने वाले संदिग्ध व्यक्तियों मनचलों आदि को कड़ी चेतावनी देते हुए बच्चों महिलाओं बालिकाओं की सुरक्षा सुनिश्चित करने के प्रयास किये जा रहे हैं। साथ ही बच्चों महिलाओं बालिकाओं को सशक्त करने एवम् जागरूक करने के उद्देश्य से थाना खैराबाद टीम द्वारा प्राथमिक विद्यालय [447, 219, 601, 542]
body-raghuvar: बागपत। श्री रघुवर रामलीला समिति ठाकुर द्वारा बागपत पर आज सुपर्णखा की नाक कटना, खर दूषण वध, की लीला का मंचन हुआ राम लक्ष्मण सीता जब पंचवटी में पहुंचते हैं। तो एकांत में घूमते घूमते हुए पंचवटी में पहुंचते तो वह वहां राम लक्ष्मण के सौंदर्य को देखकर उनपर मोहित हो जाती है और शादी का प्रस्ताव रख देती है वह बार बार सीता माता को डराती है तो राम के कहने पर लक्ष्मण सुपर्णखा के नाक कान काट देते हैं तो वह खुद भोलाकर खर दूषण को जाकर बताती है अपनी बहन के नाक कान कटने की बेजती का बदला लेने के लिए राम लक्ष्मण से युद्ध करने लगते हैं तो राम लक्ष्मण के हाथों खर दूषण का वध हो जाता है उपस्थित राम भक्तों ने राम के जय कारे लगाकर पर पंडाल को भक्ति मय बना दिया रामलीला मंचन में मुख्य व्यापार वेलफेयर एसोसिएशन बागपत ने रामलीला मंचन में सहयोग करने वाले कलाकारों को पुरस्कार देकर सम्मानित किया जिसमें अध्यक्ष संजय रहीला, नंदलाल डोगरा, विनोद गुप्ता, लक्की जैन, अमित अग्रवाल, महबूब बैग, सुजीत लखेड़ा, संजय फौजदार, मोहन जोशी, मोंटी, राजू, रवि वालमान्य, आशु वर्मा, प्रियव्रत, दीपक सिंधी, सहित सैकड़ों लोग मौजूद रहे। [58, 1401, 427, 1562]
headline-kids-kingdom: किड्स किंगडम प्ले स्कूल में दशहरा पर्व उत्साह के साथ मनाया गया [58, 1981, 424, 2028]
jamiat-headline: जमीअत उलामा जिला बागपत की जानिब से मदरसा इज़हारुल उलूम मोमिन मस्जिद बागपत में पंद्रहवें रक्तदान कैंप का आयोजन किया गया [1151, 133, 1490, 193]
deeni-body-2: लिए ऐसे इंस्टीट्यूशन खुलने चाहिए जिन में एकेडमिक शिक्षा के साथ बच्चों की प्रतिभाओं को निखारा जाए। तथा उन्हें नीट, जेई ई और सिविल सर्विसेज की तैयारी करायी जाए। इस मौके पर सोसायटी के सदस्यों ने स्कूल बनाने के लिए डॉ अब्दुल क़ादिर से सहयोग की अपील की। जिस पर डॉ अब्दुल क़ादिर ने सोसायटी को पूरा सहयोग देने का आश्वासन दिया। इस मौके पर सोसायटी के पदाधिकारी मौजूद रहे। [672, 1844, 1009, 1915]
byline-janta: सियासी तक़दीर ब्यूरो। [58, 349, 141, 362]
photo-ratoul-shop [1116, 732, 1492, 901]
